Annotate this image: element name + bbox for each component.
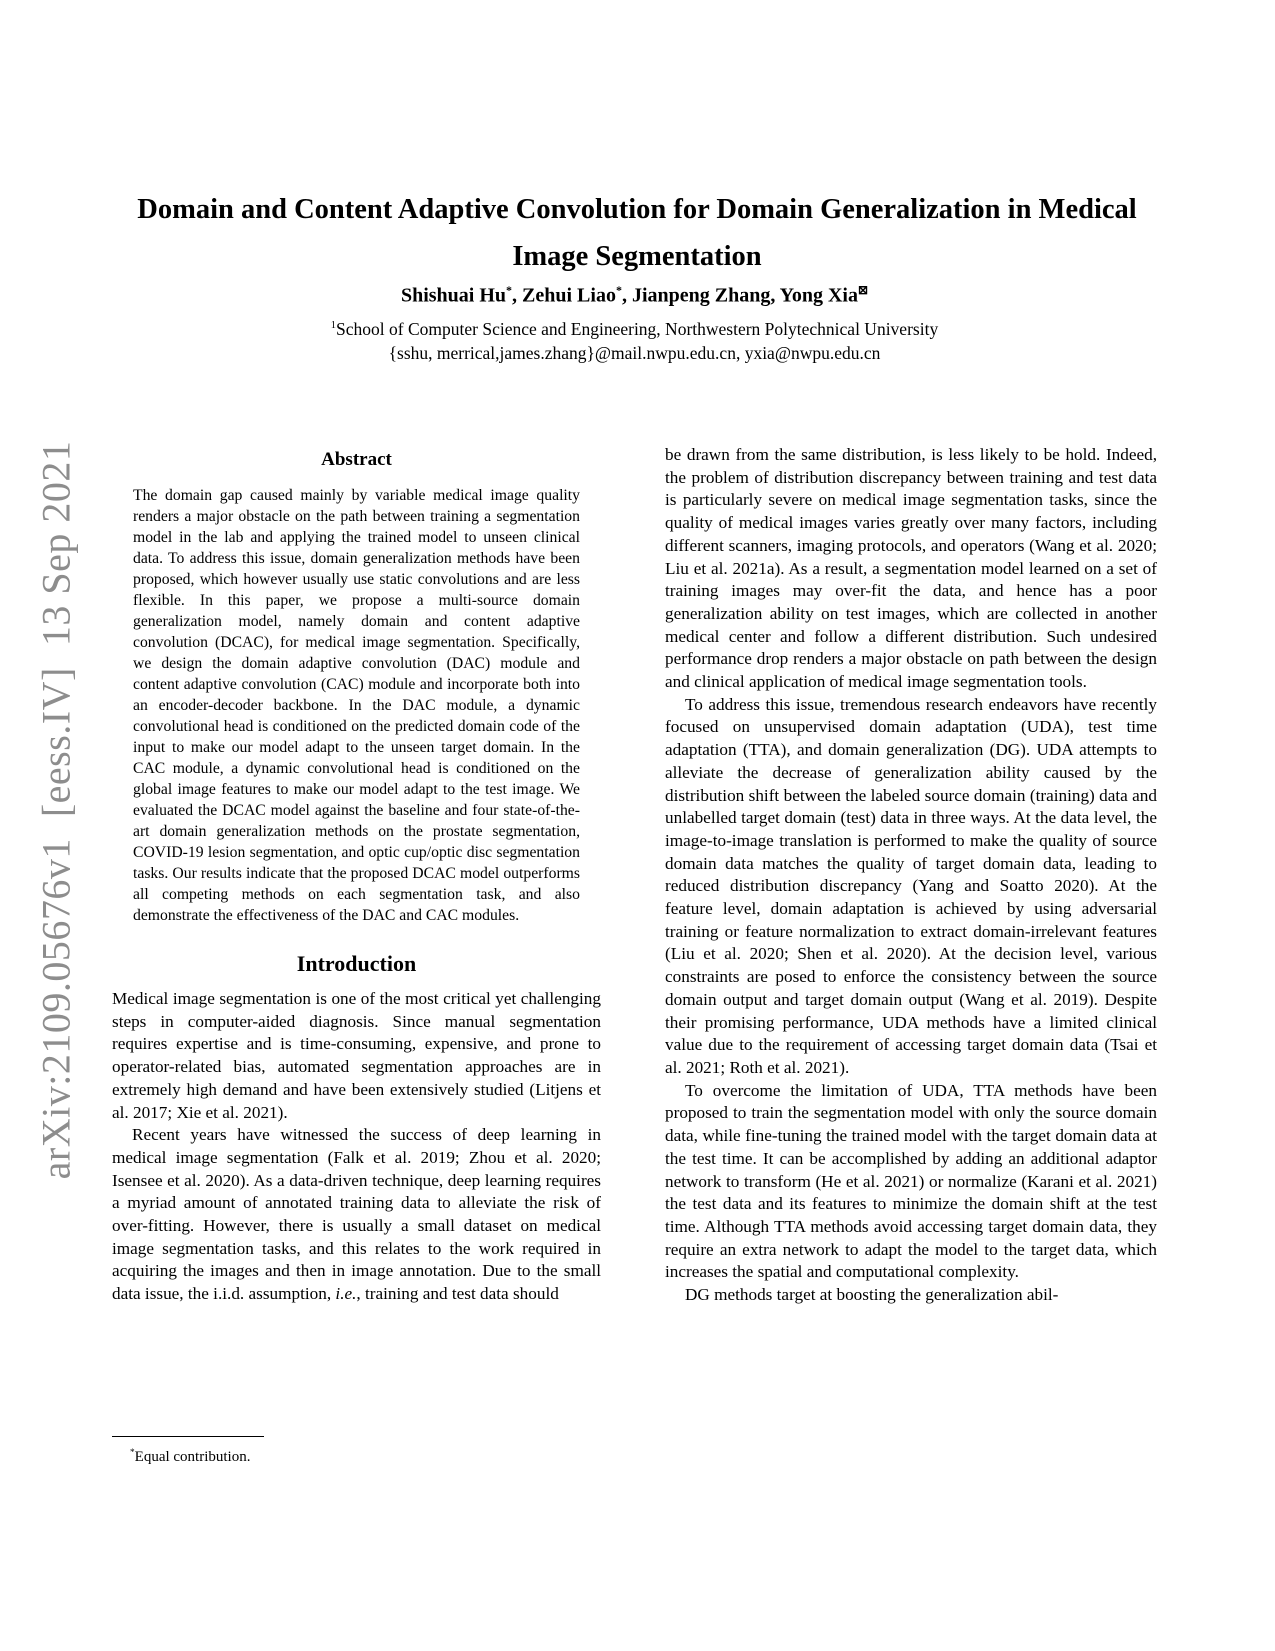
introduction-heading: Introduction: [296, 951, 417, 976]
footnote-text: [112, 1444, 601, 1467]
italic-text-run: i.e.: [335, 1284, 357, 1304]
paragraph: [665, 694, 1157, 1080]
author-superscript: ⊠: [857, 283, 869, 297]
author-name: Yong Xia: [779, 284, 858, 307]
left-column: [112, 448, 601, 1306]
text-run: Medical image segmentation is one of the most critical yet challenging steps in computer-aided diagnosis. Since manual segmentation requires expertise and is time-consuming, expensive, and prone to operator-related bias, automated segmentation approaches are in extremely high demand and have been extensively studied (Litjens et al. 2017; Xie et al. 2021).: [112, 989, 601, 1122]
paragraph: [665, 1284, 1157, 1307]
text-run: DG methods target at boosting the generalization abil-: [685, 1285, 1059, 1305]
text-run: To address this issue, tremendous research endeavors have recently focused on unsupervised domain adaptation (UDA), test time adaptation (TTA), and domain generalization (DG). UDA attempts to alleviate the decrease of generalization ability caused by the distribution shift between the labeled source domain (training) data and unlabelled target domain (test) data in three ways. At the data level, the image-to-image translation is performed to make the quality of source domain data matches the quality of target domain data, leading to reduced distribution discrepancy (Yang and Soatto 2020). At the feature level, domain adaptation is achieved by using adversarial training or feature normalization to extract domain-irrelevant features (Liu et al. 2020; Shen et al. 2020). At the decision level, various constraints are posed to enforce the consistency between the source domain output and target domain output (Wang et al. 2019). Despite their promising performance, UDA methods have a limited clinical value due to the requirement of accessing target domain data (Tsai et al. 2021; Roth et al. 2021).: [665, 694, 1157, 1077]
author-line: [112, 283, 1157, 308]
paragraph: [112, 1124, 601, 1306]
affiliation-text: School of Computer Science and Engineering, Northwestern Polytechnical University: [336, 319, 939, 339]
introduction-paragraphs: [112, 988, 601, 1306]
author-name: Shishuai Hu: [400, 284, 507, 307]
affiliation-superscript: 1: [330, 320, 337, 332]
footnote-label: Equal contribution.: [134, 1449, 251, 1465]
author-separator: ,: [621, 284, 632, 307]
paragraph: [112, 988, 601, 1124]
paragraph: [665, 1080, 1157, 1284]
author-name: Zehui Liao: [522, 284, 616, 307]
text-run: , training and test data should: [356, 1284, 559, 1304]
author-separator: ,: [770, 284, 780, 307]
arxiv-watermark: arXiv:2109.05676v1 [eess.IV] 13 Sep 2021: [33, 440, 79, 1180]
abstract-heading: Abstract: [321, 449, 392, 470]
right-column: [665, 444, 1157, 1307]
text-run: To overcome the limitation of UDA, TTA methods have been proposed to train the segmentation model with only the source domain data, while fine-tuning the trained model with the target domain data at the test time. It can be accomplished by adding an additional adaptor network to transform (He et al. 2021) or normalize (Karani et al. 2021) the test data and its features to minimize the domain shift at the test time. Although TTA methods avoid accessing target domain data, they require an extra network to adapt the model to the target data, which increases the spatial and computational complexity.: [665, 1080, 1157, 1282]
footnote-rule: [112, 1436, 264, 1437]
footnote-marker: *: [130, 1448, 135, 1458]
right-column-paragraphs: [665, 444, 1157, 1307]
author-emails: {sshu, merrical,james.zhang}@mail.nwpu.edu.cn, yxia@nwpu.edu.cn: [388, 343, 881, 363]
page-title: Domain and Content Adaptive Convolution for Domain Generalization in Medical Image Segmentation: [137, 194, 1137, 272]
abstract-text: The domain gap caused mainly by variable medical image quality renders a major obstacle on the path between training a segmentation model in the lab and applying the trained model to unseen clinical data. To address this issue, domain generalization methods have been proposed, which however usually use static convolutions and are less flexible. In this paper, we propose a multi-source domain generalization model, namely domain and content adaptive convolution (DCAC), for medical image segmentation. Specifically, we design the domain adaptive convolution (DAC) module and content adaptive convolution (CAC) module and incorporate both into an encoder-decoder backbone. In the DAC module, a dynamic convolutional head is conditioned on the predicted domain code of the input to make our model adapt to the unseen target domain. In the CAC module, a dynamic convolutional head is conditioned on the global image features to make our model adapt to the test image. We evaluated the DCAC model against the baseline and four state-of-the-art domain generalization methods on the prostate segmentation, COVID-19 lesion segmentation, and optic cup/optic disc segmentation tasks. Our results indicate that the proposed DCAC model outperforms all competing methods on each segmentation task, and also demonstrate the effectiveness of the DAC and CAC modules.: [133, 487, 580, 924]
text-run: Recent years have witnessed the success of deep learning in medical image segmentation (Falk et al. 2019; Zhou et al. 2020; Isensee et al. 2020). As a data-driven technique, deep learning requires a myriad amount of annotated training data to alleviate the risk of over-fitting. However, there is usually a small dataset on medical image segmentation tasks, and this relates to the work required in acquiring the images and then in image annotation. Due to the small data issue, the i.i.d. assumption,: [112, 1125, 601, 1304]
author-superscript: *: [506, 283, 513, 297]
author-separator: ,: [512, 284, 523, 307]
footnote-area: [112, 1436, 601, 1467]
author-name: Jianpeng Zhang: [631, 284, 771, 307]
text-run: be drawn from the same distribution, is less likely to be hold. Indeed, the problem of distribution discrepancy between training and test data is particularly severe on medical image segmentation tasks, since the quality of medical images varies greatly over many factors, including different scanners, imaging protocols, and operators (Wang et al. 2020; Liu et al. 2021a). As a result, a segmentation model learned on a set of training images may over-fit the data, and hence has a poor generalization ability on test images, which are collected in another medical center and follow a different distribution. Such undesired performance drop renders a major obstacle on path between the design and clinical application of medical image segmentation tools.: [665, 445, 1157, 692]
affiliation: [112, 319, 1157, 340]
paragraph: [665, 444, 1157, 694]
author-superscript: *: [615, 283, 622, 297]
